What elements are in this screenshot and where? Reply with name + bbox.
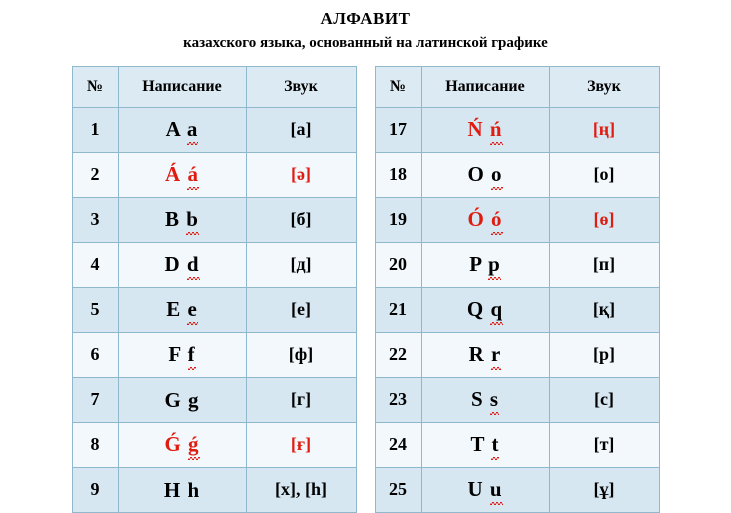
cell-letter	[118, 423, 246, 468]
cell-letter	[421, 423, 549, 468]
sound-value: [ұ]	[593, 479, 615, 499]
sound-value: [р]	[593, 344, 615, 364]
table-row	[72, 333, 356, 378]
letter-lowercase: e	[187, 297, 198, 321]
letter-lowercase: o	[491, 162, 503, 186]
table-row	[72, 108, 356, 153]
page-title: АЛФАВИТ	[320, 9, 411, 28]
cell-number: 17	[375, 108, 421, 153]
cell-sound	[549, 108, 659, 153]
cell-letter	[421, 108, 549, 153]
cell-sound	[246, 333, 356, 378]
sound-value: [а]	[290, 119, 312, 139]
table-row	[375, 288, 659, 333]
tables-container	[0, 66, 731, 513]
cell-number: 7	[72, 378, 118, 423]
page-subtitle: казахского языка, основанный на латинской графике	[183, 35, 548, 51]
column-header-sound: Звук	[246, 67, 356, 108]
cell-letter	[118, 468, 246, 513]
letter-lowercase: t	[491, 432, 500, 456]
sound-value: [г]	[290, 389, 312, 409]
table-row	[72, 243, 356, 288]
column-header-spelling: Написание	[421, 67, 549, 108]
table-row	[375, 333, 659, 378]
letter-uppercase: Ǵ	[164, 432, 182, 456]
cell-sound	[246, 468, 356, 513]
table-header-row	[375, 67, 659, 108]
sound-value: [с]	[594, 389, 614, 409]
cell-sound	[246, 108, 356, 153]
letter-lowercase: a	[186, 117, 199, 141]
cell-number: 4	[72, 243, 118, 288]
cell-letter	[118, 333, 246, 378]
table-row	[375, 378, 659, 423]
table-row	[375, 468, 659, 513]
cell-letter	[118, 288, 246, 333]
cell-sound	[246, 378, 356, 423]
letter-lowercase: p	[488, 252, 501, 276]
table-row	[72, 423, 356, 468]
cell-sound	[246, 153, 356, 198]
cell-sound	[246, 288, 356, 333]
table-row	[72, 378, 356, 423]
cell-number: 2	[72, 153, 118, 198]
cell-number: 23	[375, 378, 421, 423]
letter-lowercase: r	[491, 342, 502, 366]
letter-uppercase: S	[470, 387, 484, 411]
table-row	[375, 243, 659, 288]
cell-number: 24	[375, 423, 421, 468]
column-header-spelling: Написание	[118, 67, 246, 108]
cell-number: 5	[72, 288, 118, 333]
cell-sound	[246, 198, 356, 243]
letter-lowercase: u	[489, 477, 503, 501]
cell-sound	[246, 243, 356, 288]
cell-letter	[421, 198, 549, 243]
cell-sound	[549, 153, 659, 198]
sound-value: [б]	[290, 209, 312, 229]
sound-value: [д]	[290, 254, 312, 274]
cell-sound	[549, 378, 659, 423]
table-row	[375, 153, 659, 198]
letter-uppercase: H	[163, 477, 182, 502]
sound-value: [ө]	[593, 209, 615, 229]
cell-letter	[421, 243, 549, 288]
alphabet-table-left	[72, 66, 357, 513]
cell-number: 3	[72, 198, 118, 243]
cell-letter	[118, 108, 246, 153]
letter-uppercase: B	[165, 207, 181, 231]
column-header-number: №	[72, 67, 118, 108]
alphabet-table-right	[375, 66, 660, 513]
cell-sound	[549, 468, 659, 513]
cell-number: 25	[375, 468, 421, 513]
cell-number: 9	[72, 468, 118, 513]
letter-uppercase: T	[470, 432, 486, 456]
sound-value: [қ]	[592, 299, 616, 319]
sound-value: [ә]	[291, 164, 311, 184]
table-row	[375, 423, 659, 468]
table-row	[72, 198, 356, 243]
letter-lowercase: d	[186, 252, 200, 276]
letter-uppercase: Q	[466, 297, 485, 321]
cell-letter	[421, 378, 549, 423]
cell-number: 19	[375, 198, 421, 243]
sound-value: [о]	[593, 164, 615, 184]
table-row	[72, 153, 356, 198]
letter-uppercase: U	[467, 477, 484, 501]
letter-uppercase: O	[467, 162, 485, 186]
cell-sound	[549, 288, 659, 333]
letter-uppercase: R	[468, 342, 485, 366]
letter-uppercase: G	[164, 387, 182, 412]
title-block	[0, 0, 731, 54]
letter-uppercase: D	[164, 252, 181, 276]
cell-number: 18	[375, 153, 421, 198]
letter-uppercase: Ó	[467, 207, 485, 231]
column-header-number: №	[375, 67, 421, 108]
cell-sound	[549, 333, 659, 378]
cell-letter	[421, 288, 549, 333]
letter-lowercase: f	[187, 342, 196, 366]
cell-number: 22	[375, 333, 421, 378]
cell-letter	[421, 153, 549, 198]
table-row	[375, 108, 659, 153]
cell-letter	[421, 333, 549, 378]
letter-uppercase: F	[168, 342, 182, 366]
sound-value: [п]	[592, 254, 616, 274]
cell-letter	[118, 243, 246, 288]
letter-uppercase: A	[165, 117, 181, 141]
letter-lowercase: q	[490, 297, 504, 321]
cell-letter	[118, 198, 246, 243]
cell-number: 1	[72, 108, 118, 153]
sound-value: [ң]	[592, 119, 616, 139]
table-row	[72, 288, 356, 333]
cell-number: 21	[375, 288, 421, 333]
sound-value: [е]	[291, 299, 311, 319]
letter-lowercase: ǵ	[188, 432, 200, 456]
letter-lowercase: ó	[491, 207, 503, 231]
letter-uppercase: P	[469, 252, 482, 276]
cell-sound	[549, 198, 659, 243]
letter-lowercase: g	[188, 387, 200, 412]
letter-lowercase: h	[187, 477, 201, 502]
cell-sound	[549, 243, 659, 288]
table-row	[72, 468, 356, 513]
table-row	[375, 198, 659, 243]
cell-number: 6	[72, 333, 118, 378]
cell-number: 8	[72, 423, 118, 468]
letter-lowercase: b	[186, 207, 199, 231]
letter-lowercase: s	[489, 387, 500, 411]
letter-uppercase: E	[166, 297, 182, 321]
sound-value: [ғ]	[290, 434, 312, 454]
cell-number: 20	[375, 243, 421, 288]
letter-uppercase: Á	[165, 162, 182, 186]
column-header-sound: Звук	[549, 67, 659, 108]
cell-letter	[118, 378, 246, 423]
letter-lowercase: ń	[489, 117, 503, 141]
letter-uppercase: Ń	[467, 117, 484, 141]
sound-value: [ф]	[288, 344, 314, 364]
table-header-row	[72, 67, 356, 108]
letter-lowercase: á	[187, 162, 199, 186]
cell-sound	[246, 423, 356, 468]
cell-sound	[549, 423, 659, 468]
sound-value: [х], [һ]	[275, 479, 327, 499]
sound-value: [т]	[593, 434, 615, 454]
cell-letter	[118, 153, 246, 198]
cell-letter	[421, 468, 549, 513]
